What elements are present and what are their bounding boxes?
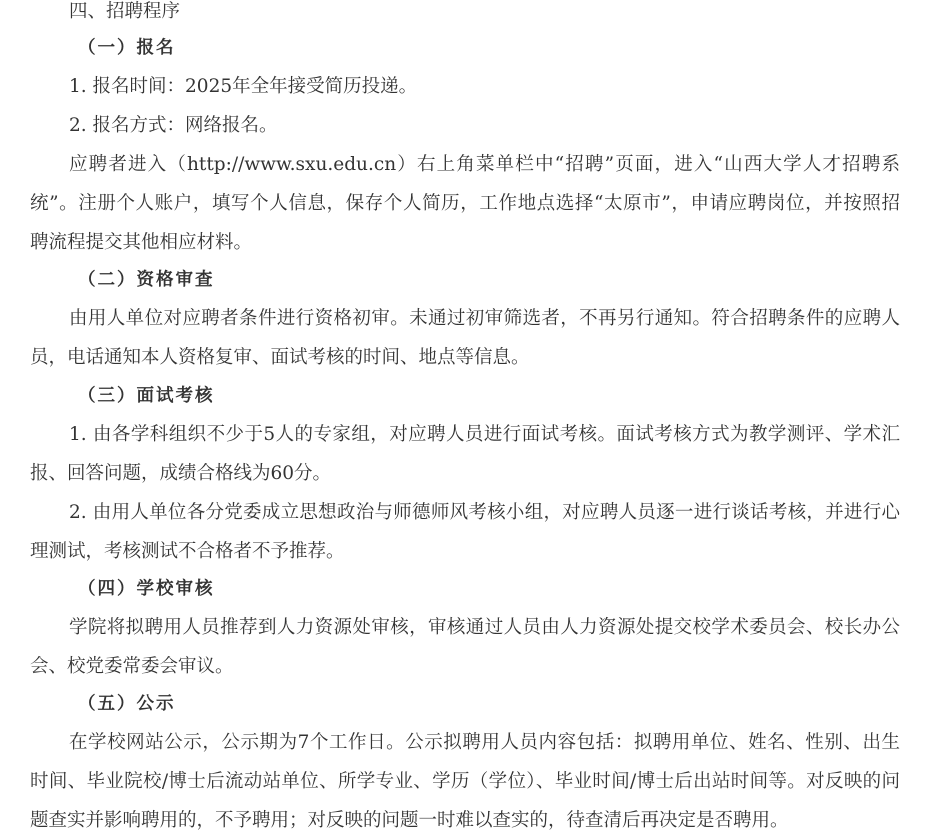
heading-interview: （三）面试考核 bbox=[78, 386, 215, 406]
registration-para-line: 统”。注册个人账户，填写个人信息，保存个人简历，工作地点选择“太原市”，申请应聘岗位，并按照招 bbox=[30, 193, 900, 214]
registration-para-line: 聘流程提交其他相应材料。 bbox=[30, 232, 253, 253]
interview-item1-line: 1. 由各学科组织不少于5人的专家组，对应聘人员进行面试考核。面试考核方式为教学测评、学术汇 bbox=[69, 424, 900, 445]
registration-method: 2. 报名方式：网络报名。 bbox=[69, 115, 278, 136]
heading-school-review: （四）学校审核 bbox=[78, 579, 215, 599]
publicity-para-line: 题查实并影响聘用的，不予聘用；对反映的问题一时难以查实的，待查清后再决定是否聘用。 bbox=[30, 810, 789, 831]
section-title: 四、招聘程序 bbox=[69, 1, 181, 22]
review-para-line: 会、校党委常委会审议。 bbox=[30, 656, 234, 677]
qualification-para-line: 由用人单位对应聘者条件进行资格初审。未通过初审筛选者，不再另行通知。符合招聘条件的应聘人 bbox=[69, 308, 900, 329]
interview-item2-line: 2. 由用人单位各分党委成立思想政治与师德师风考核小组，对应聘人员逐一进行谈话考核，并进行心 bbox=[69, 502, 900, 523]
interview-item1-line: 报、回答问题，成绩合格线为60分。 bbox=[30, 463, 332, 484]
registration-time: 1. 报名时间：2025年全年接受简历投递。 bbox=[69, 76, 418, 97]
interview-item2-line: 理测试，考核测试不合格者不予推荐。 bbox=[30, 541, 345, 562]
review-para-line: 学院将拟聘用人员推荐到人力资源处审核，审核通过人员由人力资源处提交校学术委员会、校长办公 bbox=[69, 617, 900, 638]
qualification-para-line: 员，电话通知本人资格复审、面试考核的时间、地点等信息。 bbox=[30, 347, 530, 368]
heading-qualification: （二）资格审查 bbox=[78, 270, 215, 290]
registration-para-line: 应聘者进入（http://www.sxu.edu.cn）右上角菜单栏中“招聘”页面，进入“山西大学人才招聘系 bbox=[69, 154, 900, 175]
publicity-para-line: 时间、毕业院校/博士后流动站单位、所学专业、学历（学位）、毕业时间/博士后出站时间等。对反映的问 bbox=[30, 771, 900, 792]
publicity-para-line: 在学校网站公示，公示期为7个工作日。公示拟聘用人员内容包括：拟聘用单位、姓名、性别、出生 bbox=[69, 732, 900, 753]
heading-publicity: （五）公示 bbox=[78, 694, 176, 714]
heading-registration: （一）报名 bbox=[78, 38, 176, 58]
